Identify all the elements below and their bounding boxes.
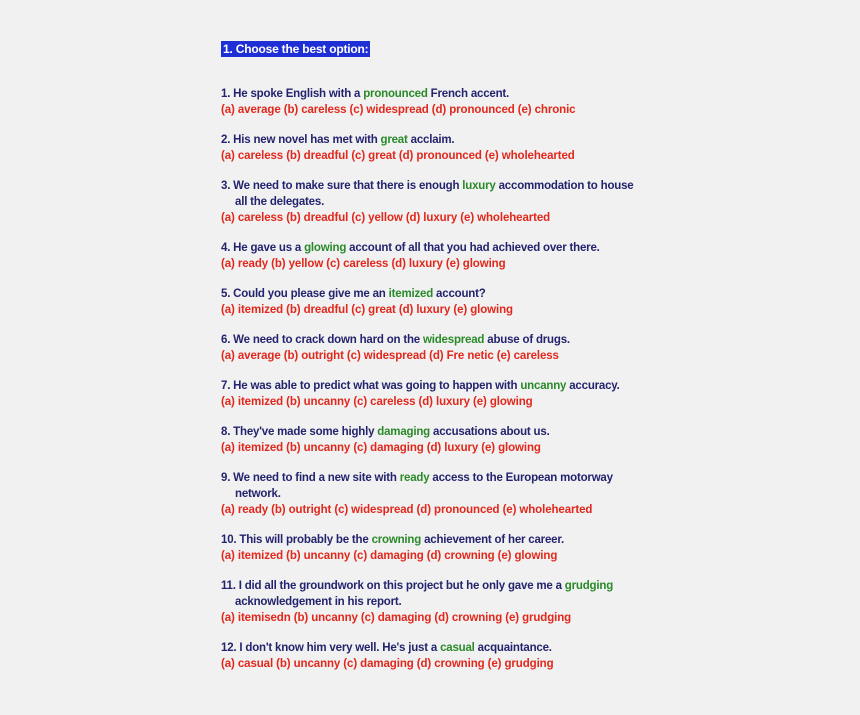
question-options: (a) ready (b) outright (c) widespread (d) pronounced (e) wholehearted: [221, 504, 593, 516]
question-item: [221, 286, 661, 318]
stem-before: 11. I did all the groundwork on this project but he only gave me a: [221, 580, 565, 592]
question-item: [221, 640, 661, 672]
question-options: (a) itemisedn (b) uncanny (c) damaging (d) crowning (e) grudging: [221, 612, 572, 624]
question-options: (a) careless (b) dreadful (c) great (d) pronounced (e) wholehearted: [221, 150, 575, 162]
stem-after: accusations about us.: [430, 426, 550, 438]
question-stem: [221, 332, 661, 348]
question-options: (a) ready (b) yellow (c) careless (d) luxury (e) glowing: [221, 258, 506, 270]
stem-keyword: widespread: [422, 334, 485, 346]
stem-keyword: grudging: [564, 580, 614, 592]
stem-before: 4. He gave us a: [221, 242, 305, 254]
question-item: [221, 132, 661, 164]
question-options: (a) careless (b) dreadful (c) yellow (d) luxury (e) wholehearted: [221, 212, 551, 224]
stem-before: 2. His new novel has met with: [221, 134, 381, 146]
question-item: [221, 178, 661, 226]
stem-keyword: pronounced: [363, 88, 428, 100]
stem-after: acclaim.: [407, 134, 455, 146]
question-options: (a) itemized (b) uncanny (c) damaging (d) crowning (e) glowing: [221, 550, 558, 562]
stem-keyword: crowning: [371, 534, 422, 546]
question-item: [221, 532, 661, 564]
question-item: [221, 578, 661, 626]
question-stem: [221, 86, 661, 102]
question-options: (a) itemized (b) uncanny (c) damaging (d) luxury (e) glowing: [221, 442, 541, 454]
stem-keyword: casual: [440, 642, 475, 654]
question-stem: [221, 378, 661, 394]
question-stem: [221, 532, 661, 548]
question-item: [221, 378, 661, 410]
question-options: (a) itemized (b) dreadful (c) great (d) luxury (e) glowing: [221, 304, 513, 316]
question-options: (a) itemized (b) uncanny (c) careless (d) luxury (e) glowing: [221, 396, 533, 408]
stem-before: 8. They've made some highly: [221, 426, 378, 438]
stem-continuation: all the delegates.: [235, 196, 325, 208]
stem-before: 12. I don't know him very well. He's just a: [221, 642, 441, 654]
stem-after: access to the European motorway: [429, 472, 613, 484]
section-heading: 1. Choose the best option:: [223, 42, 369, 56]
stem-before: 3. We need to make sure that there is enough: [221, 180, 463, 192]
stem-before: 1. He spoke English with a: [221, 88, 364, 100]
question-item: [221, 332, 661, 364]
question-stem: [221, 132, 661, 148]
stem-after: accuracy.: [566, 380, 620, 392]
question-options: (a) average (b) careless (c) widespread (d) pronounced (e) chronic: [221, 104, 576, 116]
question-list: [221, 86, 661, 686]
stem-after: French accent.: [427, 88, 510, 100]
stem-after: account of all that you had achieved over there.: [346, 242, 600, 254]
stem-before: 7. He was able to predict what was going to happen with: [221, 380, 521, 392]
stem-after: account?: [433, 288, 486, 300]
stem-keyword: damaging: [377, 426, 430, 438]
stem-before: 6. We need to crack down hard on the: [221, 334, 423, 346]
stem-keyword: great: [380, 134, 408, 146]
stem-keyword: itemized: [388, 288, 434, 300]
stem-after: abuse of drugs.: [484, 334, 570, 346]
question-item: [221, 470, 661, 518]
stem-keyword: ready: [399, 472, 430, 484]
stem-after: achievement of her career.: [421, 534, 564, 546]
stem-keyword: glowing: [304, 242, 347, 254]
stem-continuation: acknowledgement in his report.: [235, 596, 402, 608]
question-stem: [221, 640, 661, 656]
stem-before: 5. Could you please give me an: [221, 288, 389, 300]
question-stem: [221, 470, 661, 502]
stem-keyword: uncanny: [520, 380, 567, 392]
question-stem: [221, 424, 661, 440]
question-stem: [221, 178, 661, 210]
question-item: [221, 240, 661, 272]
question-stem: [221, 578, 661, 610]
stem-before: 10. This will probably be the: [221, 534, 372, 546]
question-item: [221, 424, 661, 456]
stem-continuation: network.: [235, 488, 281, 500]
stem-after: acquaintance.: [474, 642, 552, 654]
stem-keyword: luxury: [462, 180, 496, 192]
stem-before: 9. We need to find a new site with: [221, 472, 400, 484]
question-stem: [221, 286, 661, 302]
stem-after: accommodation to house: [495, 180, 634, 192]
question-options: (a) casual (b) uncanny (c) damaging (d) crowning (e) grudging: [221, 658, 554, 670]
question-options: (a) average (b) outright (c) widespread (d) Fre netic (e) careless: [221, 350, 559, 362]
question-item: [221, 86, 661, 118]
question-stem: [221, 240, 661, 256]
